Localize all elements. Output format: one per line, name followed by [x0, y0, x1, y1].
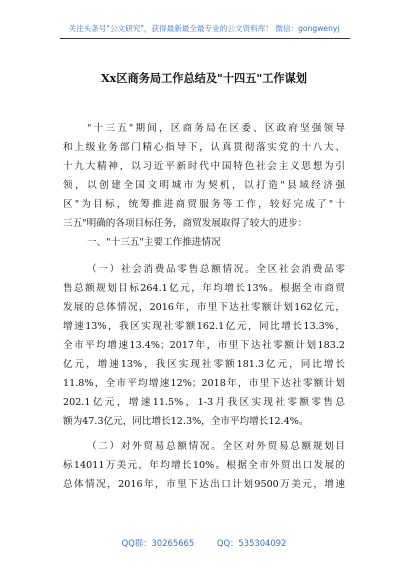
qq-group-number: QQ群：30265665: [121, 538, 195, 548]
paragraph-line: 标14011万美元，年均增长10%。根据全市外贸出口发展的: [63, 460, 345, 471]
paragraph-line: 总体情况，2016年，市里下达出口计划9500万美元，增速: [63, 479, 345, 490]
header-divider: [60, 38, 350, 39]
paragraph-line: 区"为目标，统筹推进商贸服务等工作，较好完成了"十: [63, 199, 345, 210]
promo-header: 关注头条号"公文研究"，获得最新最全最专业的公文资料库！ 微信：gongwenyj: [68, 24, 340, 33]
paragraph-line: 11.8%，全市平均增速12%；2018年，市里下达社零额计划: [63, 378, 345, 389]
paragraph-line: 售总额规划目标264.1亿元，年均增长13%。根据全市商贸: [63, 283, 345, 294]
paragraph-line: 十九大精神，以习近平新时代中国特色社会主义思想为引: [63, 161, 345, 172]
paragraph-line: 全市平均增速13.4%；2017年，市里下达社零额计划183.2: [63, 340, 345, 351]
paragraph-line: 亿元，增速13%，我区实现社零额181.3亿元，同比增长: [63, 359, 345, 370]
paragraph-line: 和上级业务部门精心指导下，认真贯彻落实党的十八大、: [63, 142, 345, 153]
paragraph-line: 三五"明确的各项目标任务，商贸发展取得了较大的进步：: [63, 218, 308, 229]
document-title: Xx区商务局工作总结及"十四五"工作谋划: [100, 71, 307, 85]
paragraph-line: （二）对外贸易总额情况。全区对外贸易总额规划目: [87, 441, 345, 452]
paragraph-line: 额为47.3亿元，同比增长12.3%，全市平均增长12.4%。: [63, 416, 309, 427]
paragraph-line: "十三五"期间，区商务局在区委、区政府坚强领导: [87, 123, 345, 134]
section-heading: 一、"十三五"主要工作推进情况: [87, 237, 221, 248]
paragraph-line: （一）社会消费品零售总额情况。全区社会消费品零: [87, 264, 345, 275]
paragraph-line: 发展的总体情况，2016年，市里下达社零额计划162亿元，: [63, 302, 345, 313]
qq-number: QQ：535304092: [216, 538, 287, 548]
paragraph-line: 202.1亿元，增速11.5%，1-3月我区实现社零额零售总: [63, 397, 345, 408]
paragraph-line: 增速13%，我区实现社零额162.1亿元，同比增长13.3%，: [63, 321, 345, 332]
paragraph-line: 领，以创建全国文明城市为契机，以打造"县域经济强: [63, 180, 345, 191]
contact-footer: [0, 537, 408, 549]
